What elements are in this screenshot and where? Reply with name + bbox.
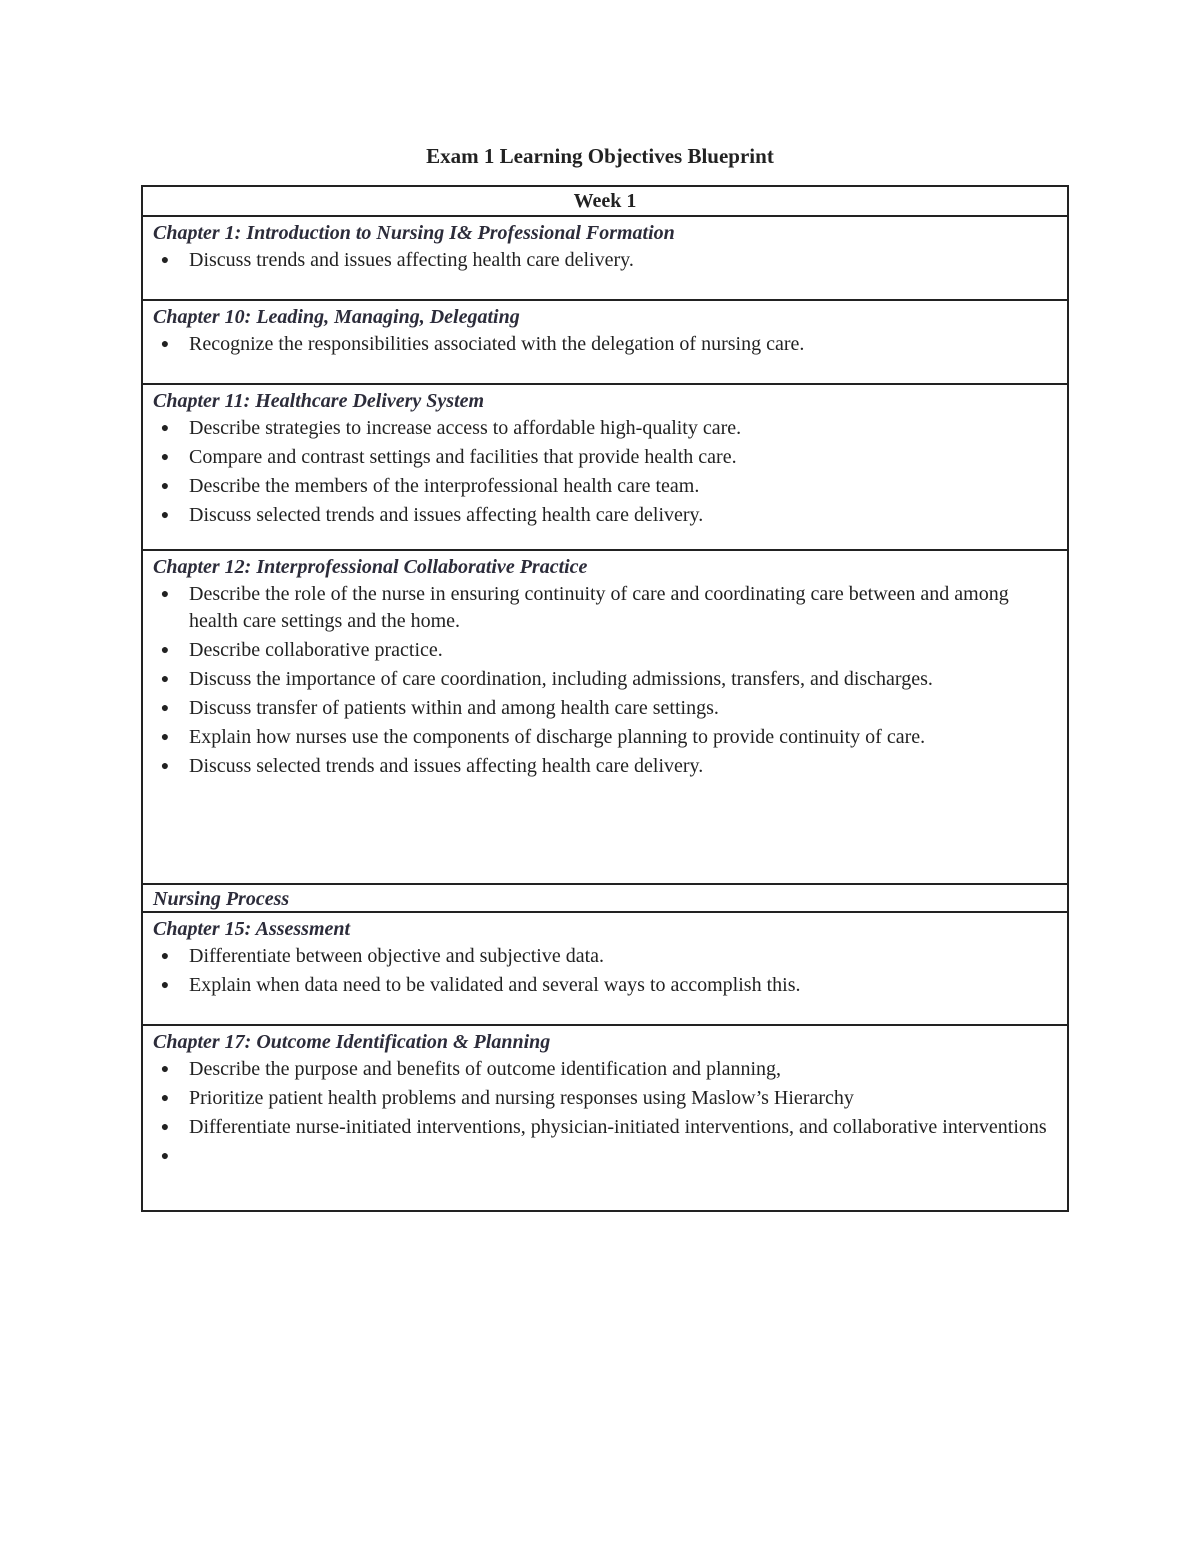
bullet-icon: ● <box>160 508 170 523</box>
bullet-icon: ● <box>160 337 170 352</box>
bullet-icon: ● <box>160 421 170 436</box>
objective-item <box>153 581 1057 635</box>
section-chapter-17 <box>143 1026 1067 1210</box>
objective-item <box>153 1056 1057 1083</box>
objective-text: Discuss selected trends and issues affecting health care delivery. <box>189 504 704 526</box>
objective-text: Differentiate nurse-initiated interventions, physician-initiated interventions, and collaborative interventions <box>189 1116 1047 1138</box>
objective-item <box>153 943 1057 970</box>
section-chapter-1 <box>143 217 1067 301</box>
objective-item <box>153 695 1057 722</box>
objective-list <box>153 1056 1057 1164</box>
objective-text: Discuss trends and issues affecting health care delivery. <box>189 249 634 271</box>
bullet-icon: ● <box>160 730 170 745</box>
objective-item <box>153 473 1057 500</box>
bullet-icon: ● <box>160 450 170 465</box>
section-heading: Nursing Process <box>153 888 290 910</box>
section-heading: Chapter 12: Interprofessional Collaborative Practice <box>153 556 588 578</box>
bullet-icon: ● <box>160 978 170 993</box>
bullet-icon: ● <box>160 253 170 268</box>
bullet-icon: ● <box>160 701 170 716</box>
bullet-icon: ● <box>160 643 170 658</box>
bullet-icon: ● <box>160 949 170 964</box>
objective-text: Recognize the responsibilities associated with the delegation of nursing care. <box>189 333 805 355</box>
objective-item <box>153 444 1057 471</box>
section-heading: Chapter 17: Outcome Identification & Planning <box>153 1031 551 1053</box>
document-title: Exam 1 Learning Objectives Blueprint <box>426 144 774 168</box>
week-header: Week 1 <box>143 187 1067 217</box>
section-heading: Chapter 15: Assessment <box>153 918 351 940</box>
objective-item <box>153 1114 1057 1141</box>
objective-text: Discuss selected trends and issues affecting health care delivery. <box>189 755 704 777</box>
objective-text: Describe collaborative practice. <box>189 639 443 661</box>
bullet-icon: ● <box>160 672 170 687</box>
objective-text: Explain when data need to be validated and several ways to accomplish this. <box>189 974 801 996</box>
objective-text: Differentiate between objective and subjective data. <box>189 945 604 967</box>
section-heading: Chapter 10: Leading, Managing, Delegating <box>153 306 520 328</box>
objective-text: Compare and contrast settings and facilities that provide health care. <box>189 446 737 468</box>
objective-text: Discuss transfer of patients within and among health care settings. <box>189 697 719 719</box>
bullet-icon: ● <box>160 759 170 774</box>
objective-list <box>153 415 1057 529</box>
objective-item <box>153 331 1057 358</box>
section-heading: Chapter 1: Introduction to Nursing I& Professional Formation <box>153 222 675 244</box>
section-chapter-11 <box>143 385 1067 551</box>
objective-item <box>153 972 1057 999</box>
bullet-icon: ● <box>160 479 170 494</box>
objective-text: Describe strategies to increase access to affordable high-quality care. <box>189 417 742 439</box>
objective-item <box>153 637 1057 664</box>
objective-list <box>153 331 1057 358</box>
objective-text: Discuss the importance of care coordination, including admissions, transfers, and discharges. <box>189 668 933 690</box>
objective-text: Explain how nurses use the components of discharge planning to provide continuity of care. <box>189 726 926 748</box>
section-nursing-process <box>143 885 1067 913</box>
objectives-table <box>141 185 1069 1212</box>
objective-item <box>153 502 1057 529</box>
bullet-icon: ● <box>160 1062 170 1077</box>
objective-text: Describe the role of the nurse in ensuring continuity of care and coordinating care between and among health care settings and the home. <box>189 583 1009 632</box>
objective-item <box>153 1085 1057 1112</box>
section-chapter-10 <box>143 301 1067 385</box>
objective-item <box>153 415 1057 442</box>
objective-item <box>153 247 1057 274</box>
objective-item <box>153 753 1057 780</box>
bullet-icon: ● <box>160 1120 170 1135</box>
objective-text: Prioritize patient health problems and nursing responses using Maslow’s Hierarchy <box>189 1087 854 1109</box>
bullet-icon: ● <box>160 1091 170 1106</box>
objective-item <box>153 724 1057 751</box>
objective-list <box>153 247 1057 274</box>
section-chapter-15 <box>143 913 1067 1026</box>
section-chapter-12 <box>143 551 1067 885</box>
objective-text: Describe the purpose and benefits of outcome identification and planning, <box>189 1058 782 1080</box>
section-heading: Chapter 11: Healthcare Delivery System <box>153 390 485 412</box>
objective-list <box>153 581 1057 780</box>
objective-list <box>153 943 1057 999</box>
objective-text: Describe the members of the interprofessional health care team. <box>189 475 700 497</box>
bullet-icon: ● <box>160 1149 170 1164</box>
objective-item <box>153 666 1057 693</box>
bullet-icon: ● <box>160 587 170 602</box>
